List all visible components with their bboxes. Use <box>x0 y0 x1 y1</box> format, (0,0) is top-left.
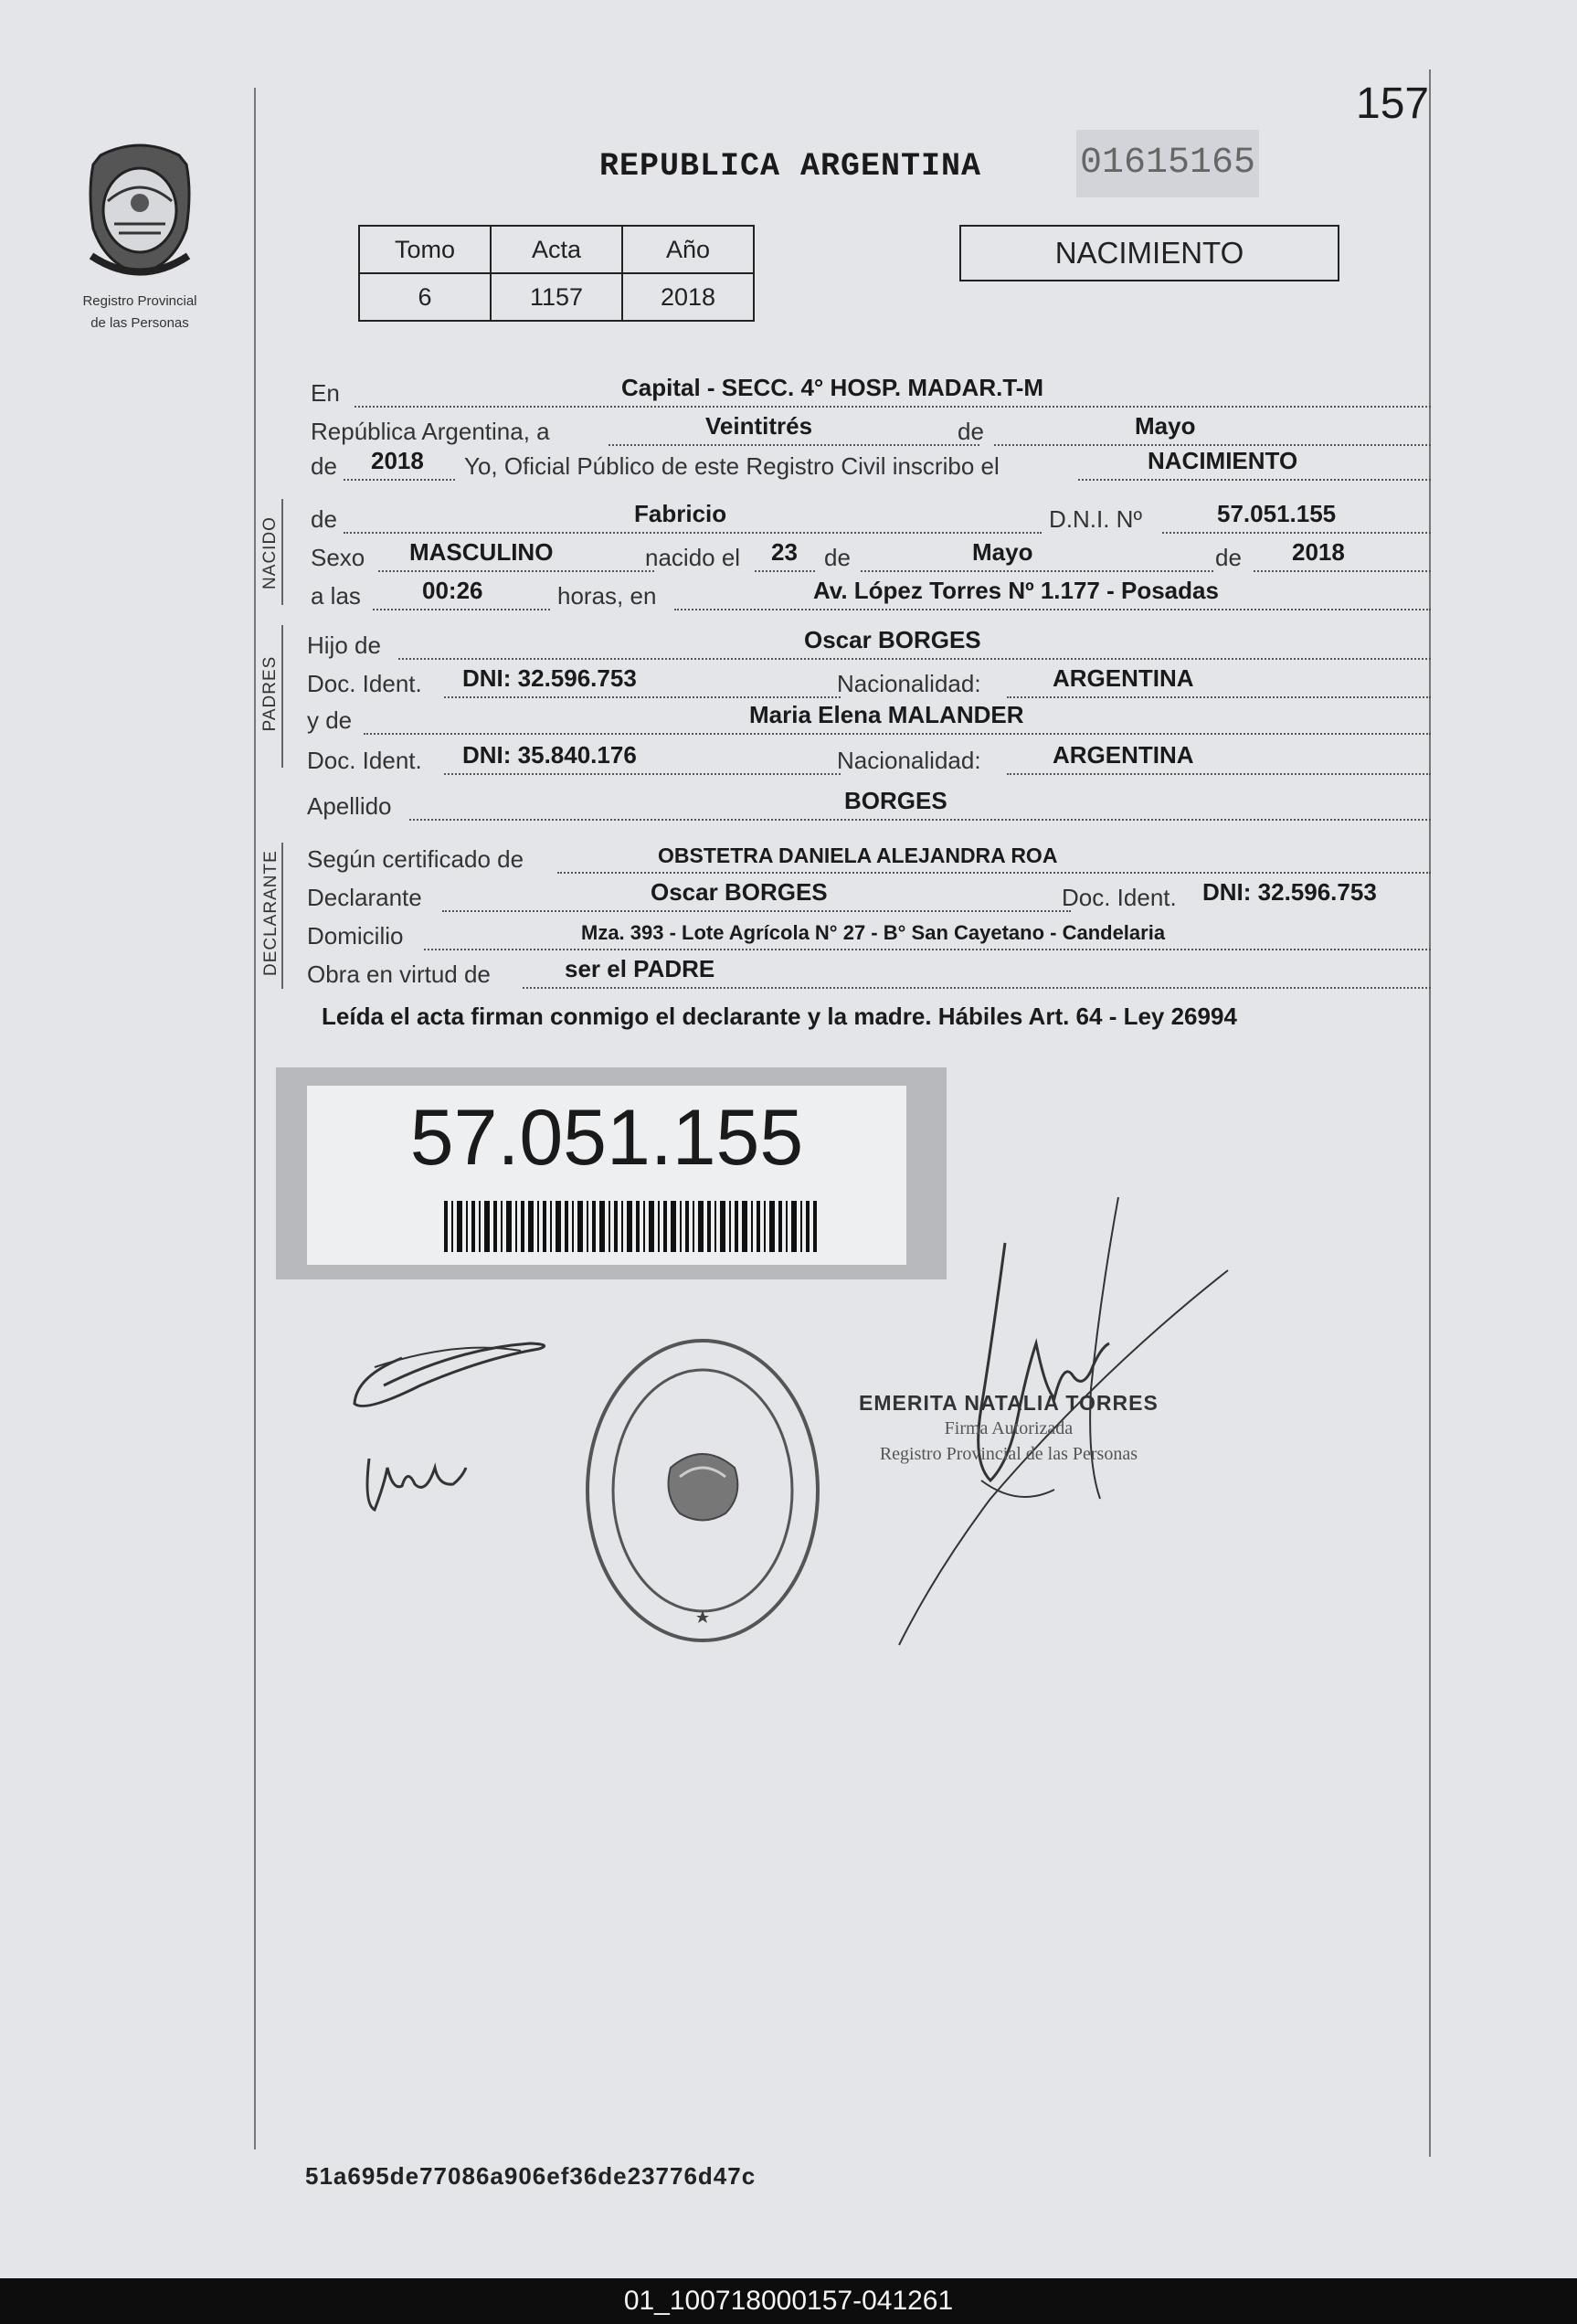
en-value: Capital - SECC. 4° HOSP. MADAR.T-M <box>621 374 1044 401</box>
hijo-label: Hijo de <box>307 631 381 659</box>
padres-section-label: PADRES <box>260 655 280 732</box>
obra-value: ser el PADRE <box>565 955 715 982</box>
apellido-label: Apellido <box>307 792 392 820</box>
inscribo-value: NACIMIENTO <box>1148 447 1298 474</box>
sexo-value: MASCULINO <box>409 538 554 566</box>
declarante-section-label: DECLARANTE <box>261 850 280 976</box>
cert-value: OBSTETRA DANIELA ALEJANDRA ROA <box>658 844 1058 867</box>
en-label: En <box>311 379 340 407</box>
scan-footer-id: 01_100718000157-041261 <box>0 2278 1577 2324</box>
de-label: de <box>958 418 984 445</box>
nacido-bracket <box>281 499 283 605</box>
dotted-line <box>994 417 1431 446</box>
birth-month: Mayo <box>972 538 1033 566</box>
padres-row-father-doc <box>307 665 1403 702</box>
page-number: 157 <box>1356 80 1430 128</box>
serial-number: 01615165 <box>1076 130 1259 197</box>
table-cell: 2018 <box>622 273 754 321</box>
logo-caption-line2: de las Personas <box>90 315 189 331</box>
table-row <box>359 273 754 321</box>
intro-row-date <box>307 413 1403 450</box>
horas-label: horas, en <box>557 582 657 610</box>
day-value: Veintitrés <box>705 412 813 440</box>
dom-label: Domicilio <box>307 922 404 950</box>
dni-sticker <box>276 1067 947 1279</box>
table-header-cell: Año <box>622 226 754 273</box>
mother-name: Maria Elena MALANDER <box>749 701 1024 728</box>
dotted-line <box>861 543 1213 572</box>
yde-label: y de <box>307 706 353 734</box>
cert-label: Según certificado de <box>307 845 524 873</box>
birth-hour: 00:26 <box>422 577 483 604</box>
province-logo <box>73 137 206 332</box>
alas-label: a las <box>311 582 361 610</box>
child-dni: 57.051.155 <box>1217 500 1337 527</box>
nacido-row-sex <box>307 539 1403 576</box>
nac-label: Nacionalidad: <box>837 670 981 697</box>
apellido-value: BORGES <box>844 787 947 814</box>
de-label: de <box>824 544 851 571</box>
table-header-cell: Acta <box>491 226 622 273</box>
barcode-icon <box>444 1201 819 1252</box>
record-type-box: NACIMIENTO <box>959 225 1339 281</box>
padres-bracket <box>281 625 283 768</box>
signature-left-icon <box>347 1331 557 1523</box>
table-cell: 6 <box>359 273 491 321</box>
doc-label: Doc. Ident. <box>1062 884 1177 911</box>
intro-row-en <box>307 375 1403 411</box>
officer-title: Firma Autorizada <box>944 1418 1074 1438</box>
birth-place: Av. López Torres Nº 1.177 - Posadas <box>813 577 1219 604</box>
declarante-doc: DNI: 32.596.753 <box>1202 878 1377 906</box>
left-margin-line <box>254 88 256 2149</box>
month-value: Mayo <box>1135 412 1196 440</box>
de-label: de <box>311 505 337 533</box>
rep-label: República Argentina, a <box>311 418 550 445</box>
officer-block <box>859 1391 1159 1467</box>
doc-label: Doc. Ident. <box>307 747 422 774</box>
obra-label: Obra en virtud de <box>307 960 491 988</box>
mother-doc: DNI: 35.840.176 <box>462 741 637 769</box>
apellido-row <box>307 788 1403 824</box>
nacido-label: nacido el <box>645 544 741 571</box>
year-value: 2018 <box>371 447 424 474</box>
table-header-cell: Tomo <box>359 226 491 273</box>
tomo-acta-table <box>358 225 755 322</box>
decl-label: Declarante <box>307 884 422 911</box>
de2-label: de <box>311 452 337 480</box>
domicilio-value: Mza. 393 - Lote Agrícola N° 27 - B° San Cayetano - Candelaria <box>581 921 1166 944</box>
father-name: Oscar BORGES <box>804 626 981 653</box>
inscribo-label: Yo, Oficial Público de este Registro Civil inscribo el <box>464 452 1000 480</box>
table-header-row <box>359 226 754 273</box>
dni-label: D.N.I. Nº <box>1049 505 1142 533</box>
officer-org: Registro Provincial de las Personas <box>879 1444 1138 1464</box>
legal-text: Leída el acta firman conmigo el declarante y la madre. Hábiles Art. 64 - Ley 26994 <box>322 1003 1237 1030</box>
nacido-row-name <box>307 501 1403 537</box>
nacido-row-time <box>307 578 1403 614</box>
child-name: Fabricio <box>634 500 727 527</box>
birth-day: 23 <box>771 538 798 566</box>
father-doc: DNI: 32.596.753 <box>462 664 637 692</box>
document-title: REPUBLICA ARGENTINA <box>599 148 982 185</box>
dni-sticker-number: 57.051.155 <box>409 1094 804 1182</box>
padres-row-mother <box>307 702 1403 738</box>
declarante-bracket <box>281 843 283 989</box>
officer-name: EMERITA NATALIA TORRES <box>859 1391 1159 1415</box>
table-cell: 1157 <box>491 273 622 321</box>
padres-row-mother-doc <box>307 742 1403 779</box>
intro-row-inscribo <box>307 448 1403 484</box>
declarante-row-obra <box>307 956 1403 992</box>
declarante-row-name <box>307 879 1403 916</box>
logo-caption-line1: Registro Provincial <box>82 293 197 309</box>
dni-sticker-inner <box>307 1086 906 1265</box>
nac-label: Nacionalidad: <box>837 747 981 774</box>
father-nationality: ARGENTINA <box>1053 664 1194 692</box>
padres-row-father <box>307 627 1403 663</box>
de-label: de <box>1215 544 1242 571</box>
declarante-row-domicilio <box>307 918 1403 954</box>
sexo-label: Sexo <box>311 544 365 571</box>
document-hash: 51a695de77086a906ef36de23776d47c <box>305 2162 757 2190</box>
misiones-seal-icon <box>73 137 206 283</box>
birth-year: 2018 <box>1292 538 1345 566</box>
official-stamp-icon <box>579 1331 826 1650</box>
declarante-row-cert <box>307 841 1403 877</box>
mother-nationality: ARGENTINA <box>1053 741 1194 769</box>
doc-label: Doc. Ident. <box>307 670 422 697</box>
nacido-section-label: NACIDO <box>260 516 280 589</box>
declarante-name: Oscar BORGES <box>651 878 828 906</box>
